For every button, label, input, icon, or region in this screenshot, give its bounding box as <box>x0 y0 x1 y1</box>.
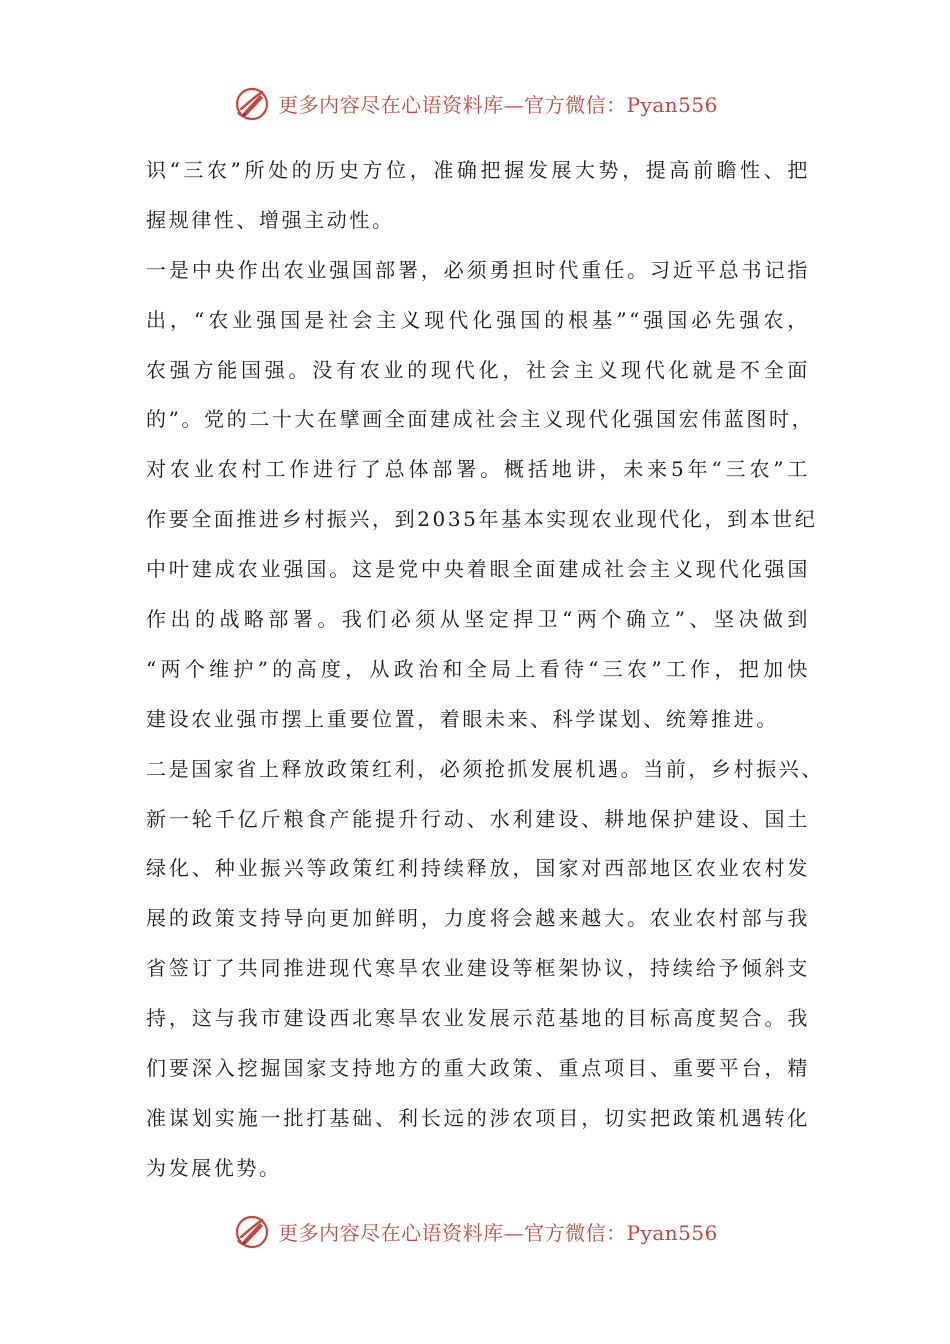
footer-banner-text: 更多内容尽在心语资料库—官方微信：Pyan556 <box>278 1220 718 1245</box>
body-line: 农强方能国强。没有农业的现代化，社会主义现代化就是不全面 <box>146 357 810 382</box>
body-line: 作要全面推进乡村振兴，到2035年基本实现农业现代化，到本世纪 <box>146 507 818 532</box>
body-line: 持，这与我市建设西北寒旱农业发展示范基地的目标高度契合。我 <box>146 1006 810 1031</box>
body-line: 的”。党的二十大在擘画全面建成社会主义现代化强国宏伟蓝图时， <box>146 407 815 432</box>
body-line: 握规律性、增强主动性。 <box>146 207 395 232</box>
header-banner <box>0 78 950 128</box>
body-line: 出，“农业强国是社会主义现代化强国的根基”“强国必先强农， <box>146 307 810 332</box>
body-line: 对农业农村工作进行了总体部署。概括地讲，未来5年“三农”工 <box>146 457 810 482</box>
body-line: 作出的战略部署。我们必须从坚定捍卫“两个确立”、坚决做到 <box>146 607 810 632</box>
body-line: 新一轮千亿斤粮食产能提升行动、水利建设、耕地保护建设、国土 <box>146 806 810 831</box>
body-line: “两个维护”的高度，从政治和全局上看待“三农”工作，把加快 <box>146 656 810 681</box>
header-banner-text: 更多内容尽在心语资料库—官方微信：Pyan556 <box>278 92 718 117</box>
footer-banner <box>0 1206 950 1256</box>
body-line: 们要深入挖掘国家支持地方的重大政策、重点项目、重要平台，精 <box>146 1056 810 1081</box>
body-line: 一是中央作出农业强国部署，必须勇担时代重任。习近平总书记指 <box>146 257 810 282</box>
pen-logo-icon <box>232 1211 272 1251</box>
body-line: 识“三农”所处的历史方位，准确把握发展大势，提高前瞻性、把 <box>146 158 810 182</box>
body-line: 二是国家省上释放政策红利，必须抢抓发展机遇。当前，乡村振兴、 <box>146 756 824 781</box>
body-line: 建设农业强市摆上重要位置，着眼未来、科学谋划、统筹推进。 <box>146 706 779 731</box>
body-line: 为发展优势。 <box>146 1155 282 1180</box>
body-line: 省签订了共同推进现代寒旱农业建设等框架协议，持续给予倾斜支 <box>146 956 810 981</box>
body-line: 中叶建成农业强国。这是党中央着眼全面建成社会主义现代化强国 <box>146 557 810 582</box>
document-body <box>146 146 824 1194</box>
body-line: 展的政策支持导向更加鲜明，力度将会越来越大。农业农村部与我 <box>146 906 810 931</box>
body-line: 准谋划实施一批打基础、利长远的涉农项目，切实把政策机遇转化 <box>146 1105 810 1130</box>
body-line: 绿化、种业振兴等政策红利持续释放，国家对西部地区农业农村发 <box>146 856 810 881</box>
pen-logo-icon <box>232 83 272 123</box>
